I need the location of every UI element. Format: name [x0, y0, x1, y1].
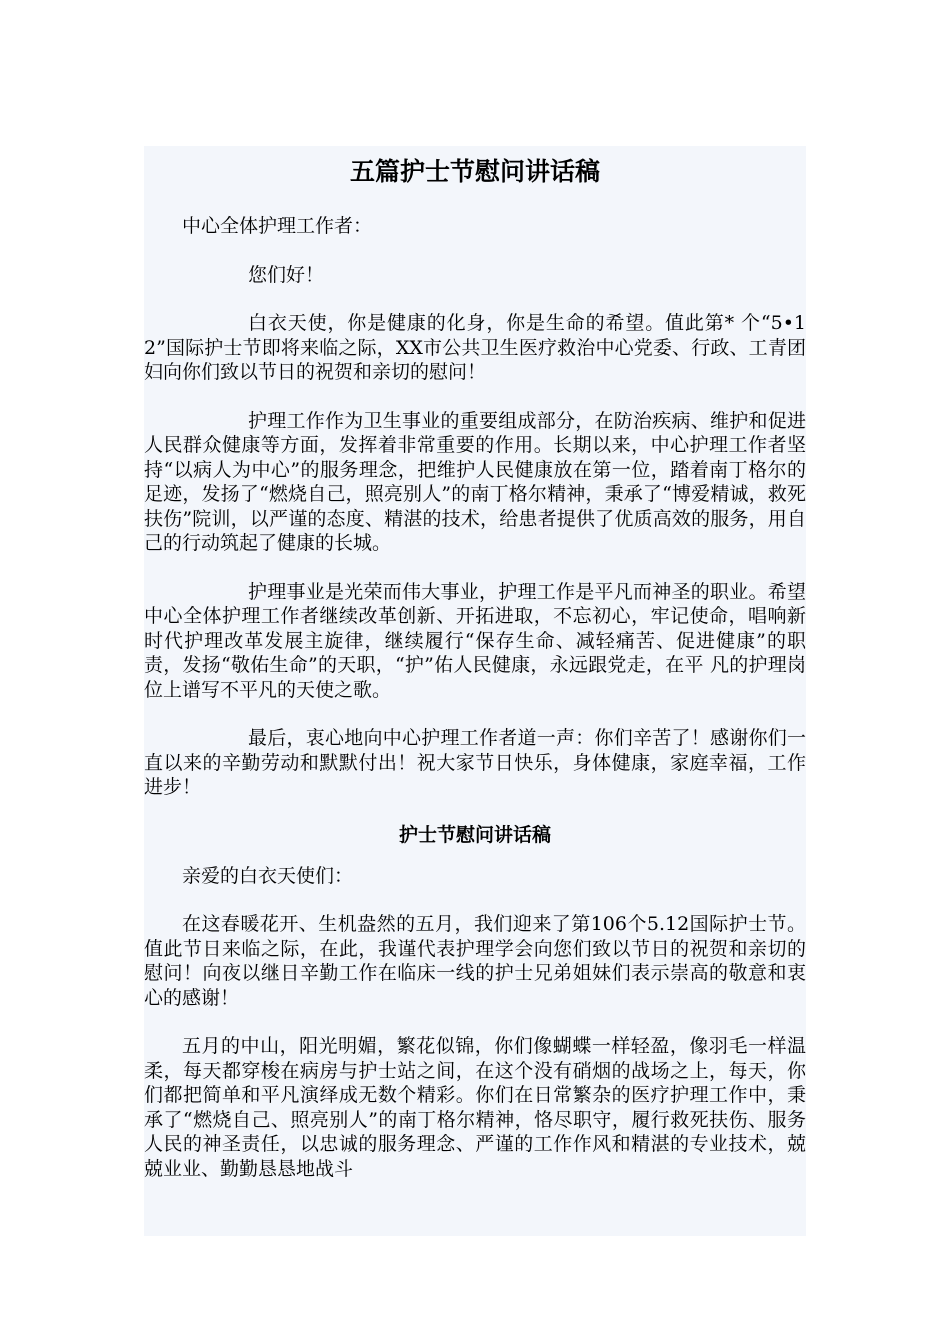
speech2-salutation: 亲爱的白衣天使们：: [182, 864, 354, 887]
document-body: [144, 146, 806, 1181]
speech1-paragraph-2: 护理工作作为卫生事业的重要组成部分，在防治疾病、维护和促进人民群众健康等方面，发挥着非常重要的作用。长期以来，中心护理工作者坚持“以病人为中心”的服务理念，把维护人民健康放在第一位，踏着南丁格尔的足迹，发扬了“燃烧自己，照亮别人”的南丁格尔精神，秉承了“博爱精诚，救死扶伤”院训，以严谨的态度、精湛的技术，给患者提供了优质高效的服务，用自己的行动筑起了健康的长城。: [144, 409, 806, 554]
speech2-paragraph-2: 五月的中山，阳光明媚，繁花似锦，你们像蝴蝶一样轻盈，像羽毛一样温柔，每天都穿梭在病房与护士站之间，在这个没有硝烟的战场之上，每天，你们都把简单和平凡演绎成无数个精彩。你们在日常繁杂的医疗护理工作中，秉承了“燃烧自己、照亮别人”的南丁格尔精神，恪尽职守，履行救死扶伤、服务人民的神圣责任，以忠诚的服务理念、严谨的工作作风和精湛的专业技术，兢兢业业、勤勤恳恳地战斗: [144, 1035, 806, 1180]
speech1-paragraph-4: 最后，衷心地向中心护理工作者道一声：你们辛苦了！感谢你们一直以来的辛勤劳动和默默付出！祝大家节日快乐，身体健康，家庭幸福，工作进步！: [144, 727, 806, 798]
speech1-greeting: 您们好！: [248, 263, 325, 286]
speech1-paragraph-1: 白衣天使，你是健康的化身，你是生命的希望。值此第* 个“5•12”国际护士节即将来临之际，XX市公共卫生医疗救治中心党委、行政、工青团妇向你们致以节日的祝贺和亲切的慰问！: [144, 312, 806, 383]
speech1-paragraph-3: 护理事业是光荣而伟大事业，护理工作是平凡而神圣的职业。希望中心全体护理工作者继续改革创新、开拓进取，不忘初心，牢记使命，唱响新时代护理改革发展主旋律，继续履行“保存生命、减轻痛苦、促进健康”的职责，发扬“敬佑生命”的天职，“护”佑人民健康，永远跟党走，在平 凡的护理岗位上谱写不平凡的天使之歌。: [144, 580, 806, 701]
speech2-paragraph-1: 在这春暖花开、生机盎然的五月，我们迎来了第106个5.12国际护士节。值此节日来临之际，在此，我谨代表护理学会向您们致以节日的祝贺和亲切的慰问！向夜以继日辛勤工作在临床一线的护士兄弟姐妹们表示崇高的敬意和衷心的感谢！: [144, 913, 806, 1009]
speech2-title: 护士节慰问讲话稿: [398, 823, 551, 846]
document-title: 五篇护士节慰问讲话稿: [349, 157, 600, 186]
speech1-salutation: 中心全体护理工作者：: [182, 215, 373, 237]
